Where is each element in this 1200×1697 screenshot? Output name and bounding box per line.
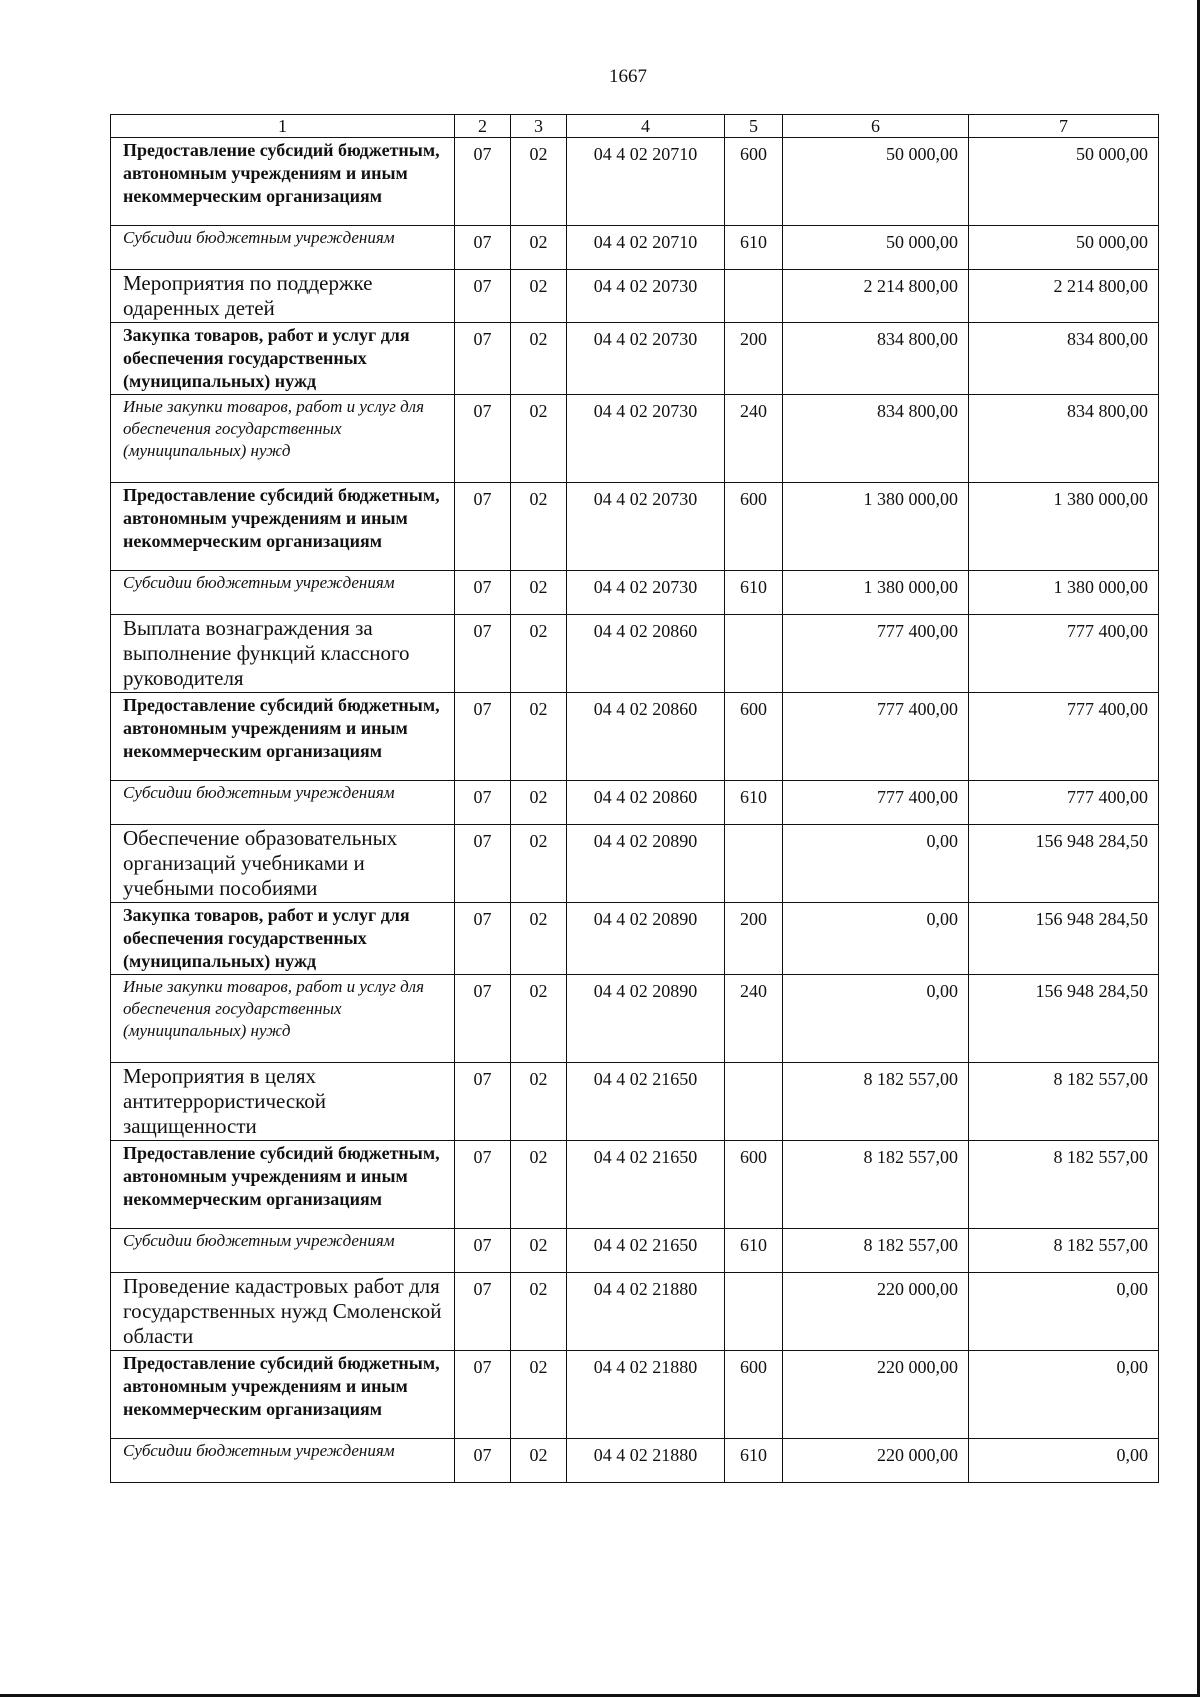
expense-type-code-cell: 600 [725,138,783,226]
section-code-cell: 07 [455,138,511,226]
table-row [111,226,1159,270]
table-row [111,825,1159,903]
expense-name-cell: Иные закупки товаров, работ и услуг для обеспечения государственных (муниципальных) нужд [111,395,455,483]
expense-type-code-cell: 610 [725,1439,783,1483]
subsection-code-cell: 02 [511,903,567,975]
target-article-code-cell: 04 4 02 21650 [567,1229,725,1273]
amount-col6-cell: 50 000,00 [783,226,969,270]
amount-col6-cell: 8 182 557,00 [783,1229,969,1273]
amount-col7-cell: 8 182 557,00 [969,1063,1159,1141]
target-article-code-cell: 04 4 02 20860 [567,693,725,781]
header-col-7: 7 [969,115,1159,138]
expense-name-cell: Обеспечение образовательных организаций учебниками и учебными пособиями [111,825,455,903]
expense-type-code-cell: 600 [725,1141,783,1229]
budget-table [110,114,1159,1483]
expense-name-cell: Субсидии бюджетным учреждениям [111,1229,455,1273]
amount-col6-cell: 777 400,00 [783,693,969,781]
expense-name-cell: Субсидии бюджетным учреждениям [111,571,455,615]
section-code-cell: 07 [455,975,511,1063]
table-row [111,781,1159,825]
subsection-code-cell: 02 [511,975,567,1063]
subsection-code-cell: 02 [511,395,567,483]
section-code-cell: 07 [455,226,511,270]
expense-type-code-cell: 240 [725,395,783,483]
amount-col7-cell: 156 948 284,50 [969,825,1159,903]
table-row [111,1351,1159,1439]
target-article-code-cell: 04 4 02 21880 [567,1439,725,1483]
target-article-code-cell: 04 4 02 20860 [567,615,725,693]
expense-type-code-cell [725,825,783,903]
amount-col6-cell: 8 182 557,00 [783,1063,969,1141]
amount-col6-cell: 220 000,00 [783,1439,969,1483]
amount-col6-cell: 8 182 557,00 [783,1141,969,1229]
section-code-cell: 07 [455,1439,511,1483]
amount-col6-cell: 50 000,00 [783,138,969,226]
amount-col7-cell: 2 214 800,00 [969,270,1159,323]
amount-col7-cell: 834 800,00 [969,323,1159,395]
expense-name-cell: Проведение кадастровых работ для государственных нужд Смоленской области [111,1273,455,1351]
subsection-code-cell: 02 [511,693,567,781]
amount-col6-cell: 220 000,00 [783,1351,969,1439]
expense-type-code-cell [725,1273,783,1351]
header-col-3: 3 [511,115,567,138]
subsection-code-cell: 02 [511,1141,567,1229]
amount-col7-cell: 0,00 [969,1351,1159,1439]
subsection-code-cell: 02 [511,825,567,903]
table-row [111,1141,1159,1229]
amount-col7-cell: 50 000,00 [969,138,1159,226]
expense-type-code-cell: 600 [725,483,783,571]
target-article-code-cell: 04 4 02 21880 [567,1273,725,1351]
amount-col6-cell: 834 800,00 [783,395,969,483]
table-row [111,1229,1159,1273]
target-article-code-cell: 04 4 02 20730 [567,270,725,323]
table-row [111,270,1159,323]
header-col-2: 2 [455,115,511,138]
section-code-cell: 07 [455,1351,511,1439]
table-row [111,483,1159,571]
amount-col7-cell: 0,00 [969,1273,1159,1351]
table-row [111,1273,1159,1351]
expense-name-cell: Мероприятия в целях антитеррористической защищенности [111,1063,455,1141]
target-article-code-cell: 04 4 02 20710 [567,138,725,226]
target-article-code-cell: 04 4 02 20860 [567,781,725,825]
table-body [111,138,1159,1483]
amount-col6-cell: 2 214 800,00 [783,270,969,323]
expense-name-cell: Предоставление субсидий бюджетным, автономным учреждениям и иным некоммерческим организациям [111,1351,455,1439]
amount-col7-cell: 777 400,00 [969,781,1159,825]
section-code-cell: 07 [455,571,511,615]
amount-col6-cell: 777 400,00 [783,615,969,693]
amount-col6-cell: 1 380 000,00 [783,571,969,615]
header-row [111,115,1159,138]
subsection-code-cell: 02 [511,483,567,571]
header-col-5: 5 [725,115,783,138]
subsection-code-cell: 02 [511,138,567,226]
amount-col7-cell: 156 948 284,50 [969,903,1159,975]
expense-name-cell: Закупка товаров, работ и услуг для обеспечения государственных (муниципальных) нужд [111,323,455,395]
expense-name-cell: Субсидии бюджетным учреждениям [111,1439,455,1483]
expense-type-code-cell: 240 [725,975,783,1063]
section-code-cell: 07 [455,1063,511,1141]
expense-name-cell: Субсидии бюджетным учреждениям [111,226,455,270]
target-article-code-cell: 04 4 02 20890 [567,825,725,903]
subsection-code-cell: 02 [511,1229,567,1273]
amount-col7-cell: 8 182 557,00 [969,1229,1159,1273]
subsection-code-cell: 02 [511,1063,567,1141]
table-row [111,138,1159,226]
table-row [111,323,1159,395]
section-code-cell: 07 [455,270,511,323]
table-row [111,615,1159,693]
subsection-code-cell: 02 [511,226,567,270]
amount-col6-cell: 0,00 [783,903,969,975]
expense-type-code-cell: 600 [725,1351,783,1439]
expense-type-code-cell: 610 [725,571,783,615]
expense-name-cell: Предоставление субсидий бюджетным, автономным учреждениям и иным некоммерческим организациям [111,483,455,571]
amount-col6-cell: 220 000,00 [783,1273,969,1351]
amount-col7-cell: 834 800,00 [969,395,1159,483]
expense-name-cell: Закупка товаров, работ и услуг для обеспечения государственных (муниципальных) нужд [111,903,455,975]
table-row [111,975,1159,1063]
expense-name-cell: Выплата вознаграждения за выполнение функций классного руководителя [111,615,455,693]
subsection-code-cell: 02 [511,1439,567,1483]
section-code-cell: 07 [455,395,511,483]
subsection-code-cell: 02 [511,571,567,615]
amount-col7-cell: 777 400,00 [969,615,1159,693]
subsection-code-cell: 02 [511,1273,567,1351]
section-code-cell: 07 [455,1273,511,1351]
target-article-code-cell: 04 4 02 20730 [567,483,725,571]
expense-type-code-cell [725,615,783,693]
target-article-code-cell: 04 4 02 21650 [567,1141,725,1229]
amount-col6-cell: 1 380 000,00 [783,483,969,571]
section-code-cell: 07 [455,1229,511,1273]
amount-col7-cell: 0,00 [969,1439,1159,1483]
amount-col7-cell: 777 400,00 [969,693,1159,781]
amount-col7-cell: 50 000,00 [969,226,1159,270]
expense-name-cell: Иные закупки товаров, работ и услуг для обеспечения государственных (муниципальных) нужд [111,975,455,1063]
target-article-code-cell: 04 4 02 21880 [567,1351,725,1439]
expense-name-cell: Предоставление субсидий бюджетным, автономным учреждениям и иным некоммерческим организациям [111,138,455,226]
subsection-code-cell: 02 [511,1351,567,1439]
section-code-cell: 07 [455,1141,511,1229]
expense-type-code-cell: 600 [725,693,783,781]
table-row [111,571,1159,615]
table-row [111,693,1159,781]
subsection-code-cell: 02 [511,323,567,395]
section-code-cell: 07 [455,323,511,395]
target-article-code-cell: 04 4 02 20710 [567,226,725,270]
expense-name-cell: Мероприятия по поддержке одаренных детей [111,270,455,323]
expense-type-code-cell [725,270,783,323]
table-row [111,395,1159,483]
expense-type-code-cell: 200 [725,323,783,395]
expense-type-code-cell: 610 [725,226,783,270]
expense-name-cell: Субсидии бюджетным учреждениям [111,781,455,825]
amount-col7-cell: 1 380 000,00 [969,483,1159,571]
subsection-code-cell: 02 [511,781,567,825]
table-row [111,1439,1159,1483]
expense-name-cell: Предоставление субсидий бюджетным, автономным учреждениям и иным некоммерческим организациям [111,693,455,781]
subsection-code-cell: 02 [511,270,567,323]
section-code-cell: 07 [455,903,511,975]
section-code-cell: 07 [455,781,511,825]
expense-type-code-cell: 610 [725,1229,783,1273]
amount-col6-cell: 0,00 [783,825,969,903]
expense-type-code-cell: 610 [725,781,783,825]
amount-col6-cell: 777 400,00 [783,781,969,825]
table-row [111,903,1159,975]
page-number: 1667 [609,66,647,87]
target-article-code-cell: 04 4 02 20890 [567,903,725,975]
header-col-6: 6 [783,115,969,138]
amount-col6-cell: 834 800,00 [783,323,969,395]
expense-type-code-cell [725,1063,783,1141]
amount-col7-cell: 156 948 284,50 [969,975,1159,1063]
target-article-code-cell: 04 4 02 20730 [567,323,725,395]
amount-col6-cell: 0,00 [783,975,969,1063]
section-code-cell: 07 [455,693,511,781]
expense-type-code-cell: 200 [725,903,783,975]
section-code-cell: 07 [455,483,511,571]
amount-col7-cell: 8 182 557,00 [969,1141,1159,1229]
amount-col7-cell: 1 380 000,00 [969,571,1159,615]
section-code-cell: 07 [455,825,511,903]
table-row [111,1063,1159,1141]
section-code-cell: 07 [455,615,511,693]
target-article-code-cell: 04 4 02 20890 [567,975,725,1063]
target-article-code-cell: 04 4 02 20730 [567,395,725,483]
header-col-1: 1 [111,115,455,138]
target-article-code-cell: 04 4 02 21650 [567,1063,725,1141]
subsection-code-cell: 02 [511,615,567,693]
header-col-4: 4 [567,115,725,138]
expense-name-cell: Предоставление субсидий бюджетным, автономным учреждениям и иным некоммерческим организациям [111,1141,455,1229]
target-article-code-cell: 04 4 02 20730 [567,571,725,615]
